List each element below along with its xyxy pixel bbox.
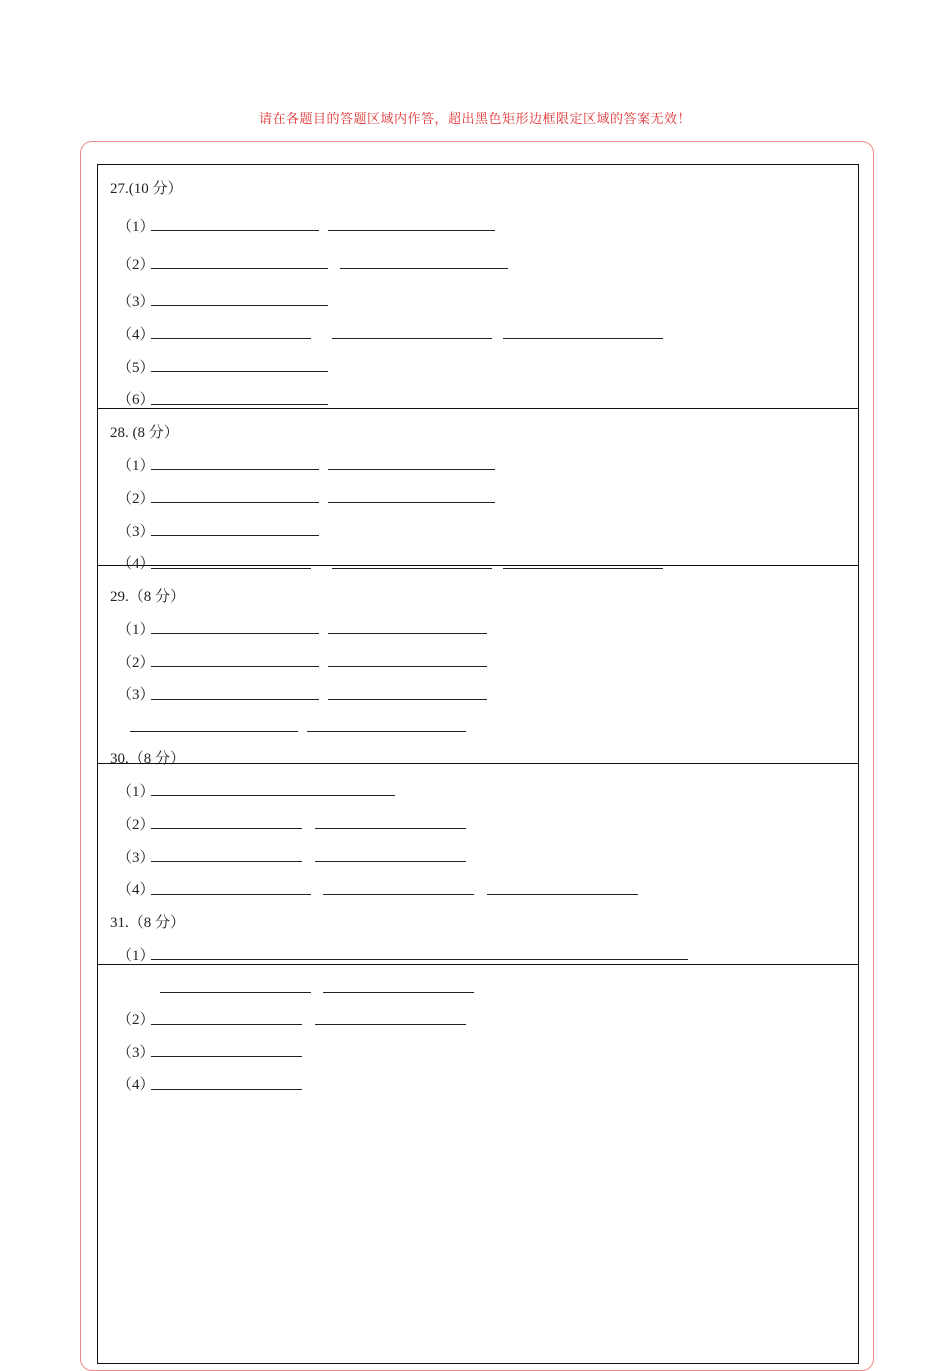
question-27-title: 27.(10 分） xyxy=(110,181,183,197)
q30-item-label: （3） xyxy=(117,850,155,866)
question-28-title: 28. (8 分） xyxy=(110,425,179,441)
section-divider xyxy=(97,763,859,764)
q28-1-blank-1[interactable] xyxy=(151,469,319,470)
q29-item-label: （1） xyxy=(117,622,155,638)
q27-5-blank-1[interactable] xyxy=(151,371,328,372)
answer-area-notice: 请在各题目的答题区域内作答，超出黑色矩形边框限定区域的答案无效！ xyxy=(258,111,691,126)
q28-item-label: （2） xyxy=(117,491,155,507)
q31-item-label: （1） xyxy=(117,948,155,964)
q30-item-label: （4） xyxy=(117,882,155,898)
q28-item-label: （4） xyxy=(117,556,155,572)
section-divider xyxy=(97,964,859,965)
q29-2-blank-1[interactable] xyxy=(151,666,319,667)
q31-1-blank-2[interactable] xyxy=(160,992,311,993)
q28-4-blank-2[interactable] xyxy=(332,568,492,569)
section-divider xyxy=(97,408,859,409)
q30-3-blank-2[interactable] xyxy=(315,861,466,862)
q29-3-blank-3[interactable] xyxy=(130,731,298,732)
q30-4-blank-2[interactable] xyxy=(323,894,474,895)
q27-1-blank-2[interactable] xyxy=(328,230,495,231)
q28-1-blank-2[interactable] xyxy=(328,469,495,470)
q28-2-blank-1[interactable] xyxy=(151,502,319,503)
q27-item-label: （3） xyxy=(117,294,155,310)
q28-item-label: （3） xyxy=(117,524,155,540)
q28-item-label: （1） xyxy=(117,458,155,474)
q30-2-blank-2[interactable] xyxy=(315,828,466,829)
q29-item-label: （2） xyxy=(117,655,155,671)
q31-item-label: （3） xyxy=(117,1045,155,1061)
q30-item-label: （2） xyxy=(117,817,155,833)
q30-2-blank-1[interactable] xyxy=(151,828,302,829)
q27-item-label: （4） xyxy=(117,327,155,343)
q28-3-blank-1[interactable] xyxy=(151,535,319,536)
q29-2-blank-2[interactable] xyxy=(328,666,487,667)
q28-2-blank-2[interactable] xyxy=(328,502,495,503)
q29-1-blank-1[interactable] xyxy=(151,633,319,634)
q31-3-blank-1[interactable] xyxy=(151,1056,302,1057)
q28-4-blank-1[interactable] xyxy=(151,568,311,569)
q31-item-label: （4） xyxy=(117,1077,155,1093)
q27-6-blank-1[interactable] xyxy=(151,404,328,405)
q27-4-blank-3[interactable] xyxy=(503,338,663,339)
q27-item-label: （2） xyxy=(117,257,155,273)
q31-4-blank-1[interactable] xyxy=(151,1089,302,1090)
q29-3-blank-1[interactable] xyxy=(151,699,319,700)
q30-4-blank-1[interactable] xyxy=(151,894,311,895)
q31-2-blank-2[interactable] xyxy=(315,1024,466,1025)
question-31-title: 31.（8 分） xyxy=(110,915,186,931)
answer-box-border xyxy=(97,164,859,1364)
q27-2-blank-2[interactable] xyxy=(340,268,508,269)
q31-1-blank-3[interactable] xyxy=(323,992,474,993)
q31-item-label: （2） xyxy=(117,1012,155,1028)
q27-2-blank-1[interactable] xyxy=(151,268,328,269)
q28-4-blank-3[interactable] xyxy=(503,568,663,569)
q30-item-label: （1） xyxy=(117,784,155,800)
q31-2-blank-1[interactable] xyxy=(151,1024,302,1025)
q29-item-label: （3） xyxy=(117,687,155,703)
q30-4-blank-3[interactable] xyxy=(487,894,638,895)
q30-3-blank-1[interactable] xyxy=(151,861,302,862)
q27-4-blank-1[interactable] xyxy=(151,338,311,339)
q27-1-blank-1[interactable] xyxy=(151,230,319,231)
q29-3-blank-4[interactable] xyxy=(307,731,466,732)
q30-1-blank-1[interactable] xyxy=(151,795,395,796)
q27-4-blank-2[interactable] xyxy=(332,338,492,339)
q27-item-label: （6） xyxy=(117,392,155,408)
question-30-title: 30.（8 分） xyxy=(110,751,186,767)
question-29-title: 29.（8 分） xyxy=(110,589,186,605)
q29-1-blank-2[interactable] xyxy=(328,633,487,634)
section-divider xyxy=(97,565,859,566)
q29-3-blank-2[interactable] xyxy=(328,699,487,700)
q27-item-label: （1） xyxy=(117,219,155,235)
q27-3-blank-1[interactable] xyxy=(151,305,328,306)
q31-1-blank-1[interactable] xyxy=(151,959,688,960)
q27-item-label: （5） xyxy=(117,360,155,376)
